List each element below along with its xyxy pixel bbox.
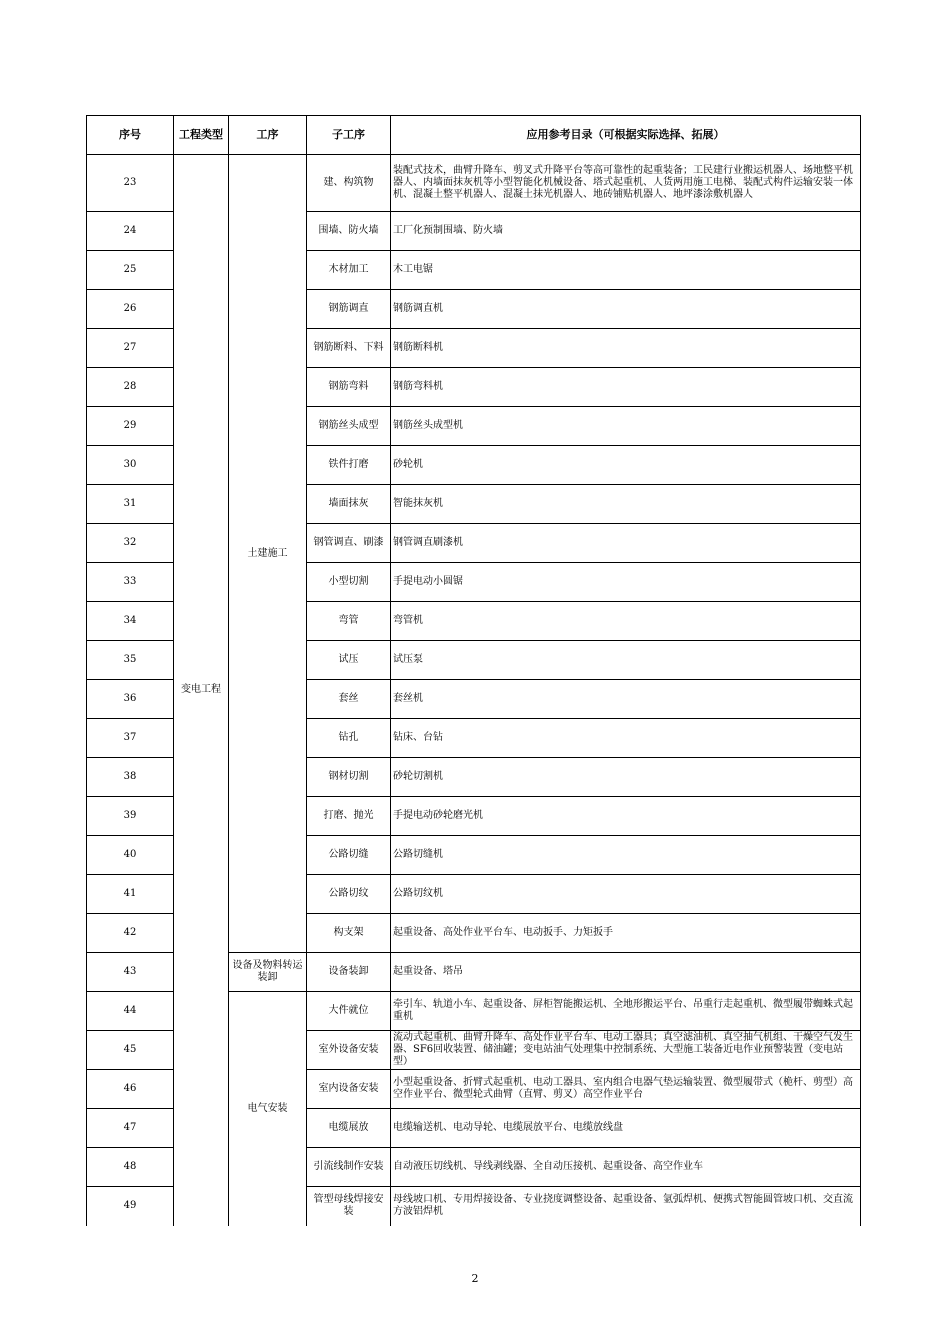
subprocess-cell: 电缆展放 bbox=[307, 1109, 391, 1148]
subprocess-cell: 室外设备安装 bbox=[307, 1031, 391, 1070]
header-row bbox=[87, 116, 861, 155]
seq-cell: 28 bbox=[87, 368, 174, 407]
seq-cell: 24 bbox=[87, 212, 174, 251]
reference-cell: 砂轮机 bbox=[391, 446, 861, 485]
subprocess-cell: 试压 bbox=[307, 641, 391, 680]
subprocess-cell: 钢筋断料、下料 bbox=[307, 329, 391, 368]
process-electrical-cell: 电气安装 bbox=[229, 992, 307, 1226]
seq-cell: 47 bbox=[87, 1109, 174, 1148]
subprocess-cell: 钢管调直、刷漆 bbox=[307, 524, 391, 563]
reference-cell: 钻床、台钻 bbox=[391, 719, 861, 758]
subprocess-cell: 管型母线焊接安装 bbox=[307, 1187, 391, 1226]
subprocess-cell: 墙面抹灰 bbox=[307, 485, 391, 524]
reference-cell: 装配式技术，曲臂升降车、剪叉式升降平台等高可靠性的起重装备；工民建行业搬运机器人、场地整平机器人、内墙面抹灰机等小型智能化机械设备、塔式起重机、人货两用施工电梯、装配式构件运输安装一体机、混凝土整平机器人、混凝土抹光机器人、地砖铺贴机器人、地坪漆涂敷机器人 bbox=[391, 155, 861, 212]
seq-cell: 25 bbox=[87, 251, 174, 290]
subprocess-cell: 公路切缝 bbox=[307, 836, 391, 875]
seq-cell: 43 bbox=[87, 953, 174, 992]
header-seq: 序号 bbox=[87, 116, 174, 155]
reference-cell: 木工电锯 bbox=[391, 251, 861, 290]
subprocess-cell: 室内设备安装 bbox=[307, 1070, 391, 1109]
subprocess-cell: 弯管 bbox=[307, 602, 391, 641]
reference-cell: 弯管机 bbox=[391, 602, 861, 641]
reference-cell: 钢筋丝头成型机 bbox=[391, 407, 861, 446]
seq-cell: 26 bbox=[87, 290, 174, 329]
reference-cell: 电缆输送机、电动导轮、电缆展放平台、电缆放线盘 bbox=[391, 1109, 861, 1148]
table-row bbox=[87, 155, 861, 212]
seq-cell: 44 bbox=[87, 992, 174, 1031]
reference-cell: 套丝机 bbox=[391, 680, 861, 719]
subprocess-cell: 围墙、防火墙 bbox=[307, 212, 391, 251]
subprocess-cell: 大件就位 bbox=[307, 992, 391, 1031]
subprocess-cell: 钢筋调直 bbox=[307, 290, 391, 329]
reference-cell: 试压泵 bbox=[391, 641, 861, 680]
seq-cell: 48 bbox=[87, 1148, 174, 1187]
seq-cell: 35 bbox=[87, 641, 174, 680]
reference-cell: 钢筋调直机 bbox=[391, 290, 861, 329]
project-type-cell: 变电工程 bbox=[174, 155, 229, 1226]
reference-cell: 小型起重设备、折臂式起重机、电动工器具、室内组合电器气垫运输装置、微型履带式（桅杆、剪型）高空作业平台、微型轮式曲臂（直臂、剪叉）高空作业平台 bbox=[391, 1070, 861, 1109]
reference-cell: 公路切缝机 bbox=[391, 836, 861, 875]
seq-cell: 41 bbox=[87, 875, 174, 914]
reference-cell: 流动式起重机、曲臂升降车、高处作业平台车、电动工器具；真空滤油机、真空抽气机组、干燥空气发生器、SF6回收装置、储油罐；变电站油气处理集中控制系统、大型施工装备近电作业预警装置（变电站型） bbox=[391, 1031, 861, 1070]
seq-cell: 38 bbox=[87, 758, 174, 797]
seq-cell: 23 bbox=[87, 155, 174, 212]
reference-cell: 钢管调直刷漆机 bbox=[391, 524, 861, 563]
seq-cell: 34 bbox=[87, 602, 174, 641]
seq-cell: 32 bbox=[87, 524, 174, 563]
seq-cell: 46 bbox=[87, 1070, 174, 1109]
seq-cell: 45 bbox=[87, 1031, 174, 1070]
reference-cell: 钢筋弯料机 bbox=[391, 368, 861, 407]
reference-cell: 自动液压切线机、导线剥线器、全自动压接机、起重设备、高空作业车 bbox=[391, 1148, 861, 1187]
seq-cell: 40 bbox=[87, 836, 174, 875]
seq-cell: 33 bbox=[87, 563, 174, 602]
seq-cell: 49 bbox=[87, 1187, 174, 1226]
header-process: 工序 bbox=[229, 116, 307, 155]
seq-cell: 37 bbox=[87, 719, 174, 758]
reference-table bbox=[86, 115, 861, 1226]
process-civil-cell: 土建施工 bbox=[229, 155, 307, 953]
seq-cell: 29 bbox=[87, 407, 174, 446]
subprocess-cell: 钻孔 bbox=[307, 719, 391, 758]
seq-cell: 39 bbox=[87, 797, 174, 836]
seq-cell: 31 bbox=[87, 485, 174, 524]
seq-cell: 30 bbox=[87, 446, 174, 485]
reference-cell: 智能抹灰机 bbox=[391, 485, 861, 524]
subprocess-cell: 套丝 bbox=[307, 680, 391, 719]
reference-cell: 牵引车、轨道小车、起重设备、屏柜智能搬运机、全地形搬运平台、吊重行走起重机、微型履带蜘蛛式起重机 bbox=[391, 992, 861, 1031]
reference-cell: 手提电动小圆锯 bbox=[391, 563, 861, 602]
subprocess-cell: 设备装卸 bbox=[307, 953, 391, 992]
reference-cell: 砂轮切割机 bbox=[391, 758, 861, 797]
reference-cell: 工厂化预制围墙、防火墙 bbox=[391, 212, 861, 251]
reference-cell: 起重设备、高处作业平台车、电动扳手、力矩扳手 bbox=[391, 914, 861, 953]
subprocess-cell: 钢材切割 bbox=[307, 758, 391, 797]
reference-cell: 钢筋断料机 bbox=[391, 329, 861, 368]
subprocess-cell: 公路切纹 bbox=[307, 875, 391, 914]
subprocess-cell: 木材加工 bbox=[307, 251, 391, 290]
seq-cell: 27 bbox=[87, 329, 174, 368]
reference-cell: 公路切纹机 bbox=[391, 875, 861, 914]
page-number: 2 bbox=[471, 1272, 479, 1285]
reference-cell: 起重设备、塔吊 bbox=[391, 953, 861, 992]
subprocess-cell: 铁件打磨 bbox=[307, 446, 391, 485]
reference-cell: 母线坡口机、专用焊接设备、专业挠度调整设备、起重设备、氩弧焊机、便携式智能圆管坡口机、交直流方波铝焊机 bbox=[391, 1187, 861, 1226]
seq-cell: 36 bbox=[87, 680, 174, 719]
header-subprocess: 子工序 bbox=[307, 116, 391, 155]
subprocess-cell: 打磨、抛光 bbox=[307, 797, 391, 836]
seq-cell: 42 bbox=[87, 914, 174, 953]
subprocess-cell: 钢筋弯料 bbox=[307, 368, 391, 407]
subprocess-cell: 引流线制作安装 bbox=[307, 1148, 391, 1187]
header-reference: 应用参考目录（可根据实际选择、拓展） bbox=[391, 116, 861, 155]
subprocess-cell: 小型切割 bbox=[307, 563, 391, 602]
reference-cell: 手提电动砂轮磨光机 bbox=[391, 797, 861, 836]
subprocess-cell: 钢筋丝头成型 bbox=[307, 407, 391, 446]
subprocess-cell: 构支架 bbox=[307, 914, 391, 953]
header-project-type: 工程类型 bbox=[174, 116, 229, 155]
process-transfer-cell: 设备及物料转运装卸 bbox=[229, 953, 307, 992]
subprocess-cell: 建、构筑物 bbox=[307, 155, 391, 212]
